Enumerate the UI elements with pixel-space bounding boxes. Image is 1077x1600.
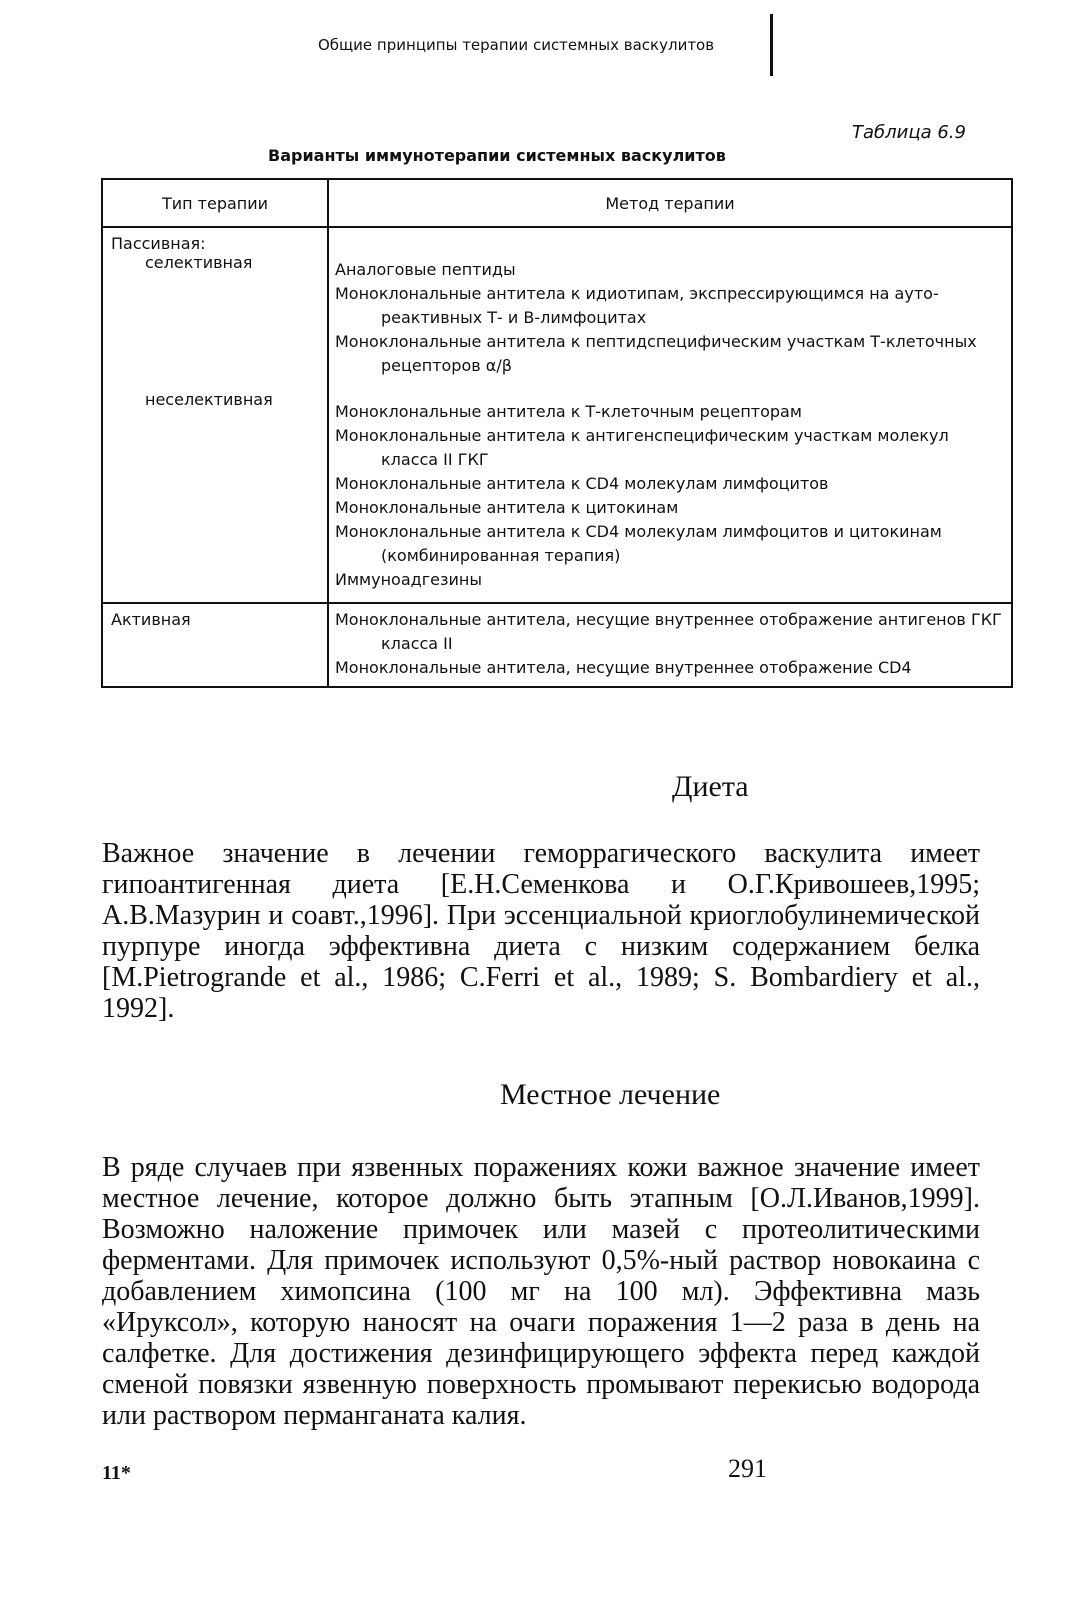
method-item: Моноклональные антитела к цитокинам xyxy=(335,498,679,517)
table-row-passive xyxy=(102,227,1012,603)
immunotherapy-table xyxy=(101,178,1013,688)
method-item: Иммуноадгезины xyxy=(335,570,482,589)
page-number: 291 xyxy=(728,1454,767,1483)
method-cell xyxy=(328,227,1012,603)
therapy-type: Активная xyxy=(111,610,191,629)
type-cell xyxy=(102,603,328,687)
method-item: Моноклональные антитела к CD4 молекулам лимфоцитов и цитокинам (комбинированная терапия) xyxy=(335,522,942,565)
table-title: Варианты иммунотерапии системных васкулитов xyxy=(268,146,726,165)
method-item: Моноклональные антитела к пептидспецифическим участкам Т-клеточных рецепторов α/β xyxy=(335,332,977,375)
method-item: Аналоговые пептиды xyxy=(335,260,516,279)
section-heading-diet: Диета xyxy=(672,770,749,803)
header-rule xyxy=(770,14,773,76)
running-header: Общие принципы терапии системных васкулитов xyxy=(318,36,715,54)
paragraph-diet: Важное значение в лечении геморрагического васкулита имеет гипоантигенная диета [Е.Н.Семенкова и О.Г.Кривошеев,1995; А.В.Мазурин и соавт.,1996]. При эссенциальной криоглобулинемической пурпуре иногда эффективна диета с низким содержанием белка [M.Pietrogrande et al., 1986; C.Ferri et al., 1989; S. Bombardiery et al., 1992]. xyxy=(102,838,980,1024)
method-item: Моноклональные антитела к антигенспецифическим участкам молекул класса II ГКГ xyxy=(335,426,949,469)
type-cell xyxy=(102,227,328,603)
column-header-type: Тип терапии xyxy=(102,179,328,227)
method-item: Моноклональные антитела к Т-клеточным рецепторам xyxy=(335,402,802,421)
therapy-subtype: неселективная xyxy=(145,390,273,409)
column-header-method: Метод терапии xyxy=(328,179,1012,227)
method-cell xyxy=(328,603,1012,687)
table-label: Таблица 6.9 xyxy=(852,122,966,143)
table-row-active xyxy=(102,603,1012,687)
paragraph-local-treatment: В ряде случаев при язвенных поражениях кожи важное значение имеет местное лечение, которое должно быть этапным [О.Л.Иванов,1999]. Возможно наложение примочек или мазей с протеолитическими ферментами. Для примочек используют 0,5%-ный раствор новокаина с добавлением химопсина (100 мг на 100 мл). Эффективна мазь «Ируксол», которую наносят на очаги поражения 1—2 раза в день на салфетке. Для достижения дезинфицирующего эффекта перед каждой сменой повязки язвенную поверхность промывают перекисью водорода или раствором перманганата калия. xyxy=(102,1152,980,1431)
method-item: Моноклональные антитела, несущие внутреннее отображение CD4 xyxy=(335,658,912,677)
method-item: Моноклональные антитела, несущие внутреннее отображение антигенов ГКГ класса II xyxy=(335,610,1002,653)
section-heading-local-treatment: Местное лечение xyxy=(500,1078,721,1111)
therapy-subtype: селективная xyxy=(145,253,253,272)
method-item: Моноклональные антитела к идиотипам, экспрессирующимся на аутореактивных Т- и В-лимфоцитах xyxy=(335,284,939,327)
signature-mark: 11* xyxy=(102,1462,131,1484)
therapy-type: Пассивная: xyxy=(111,234,206,253)
table-header-row xyxy=(102,179,1012,227)
method-item: Моноклональные антитела к CD4 молекулам лимфоцитов xyxy=(335,474,829,493)
